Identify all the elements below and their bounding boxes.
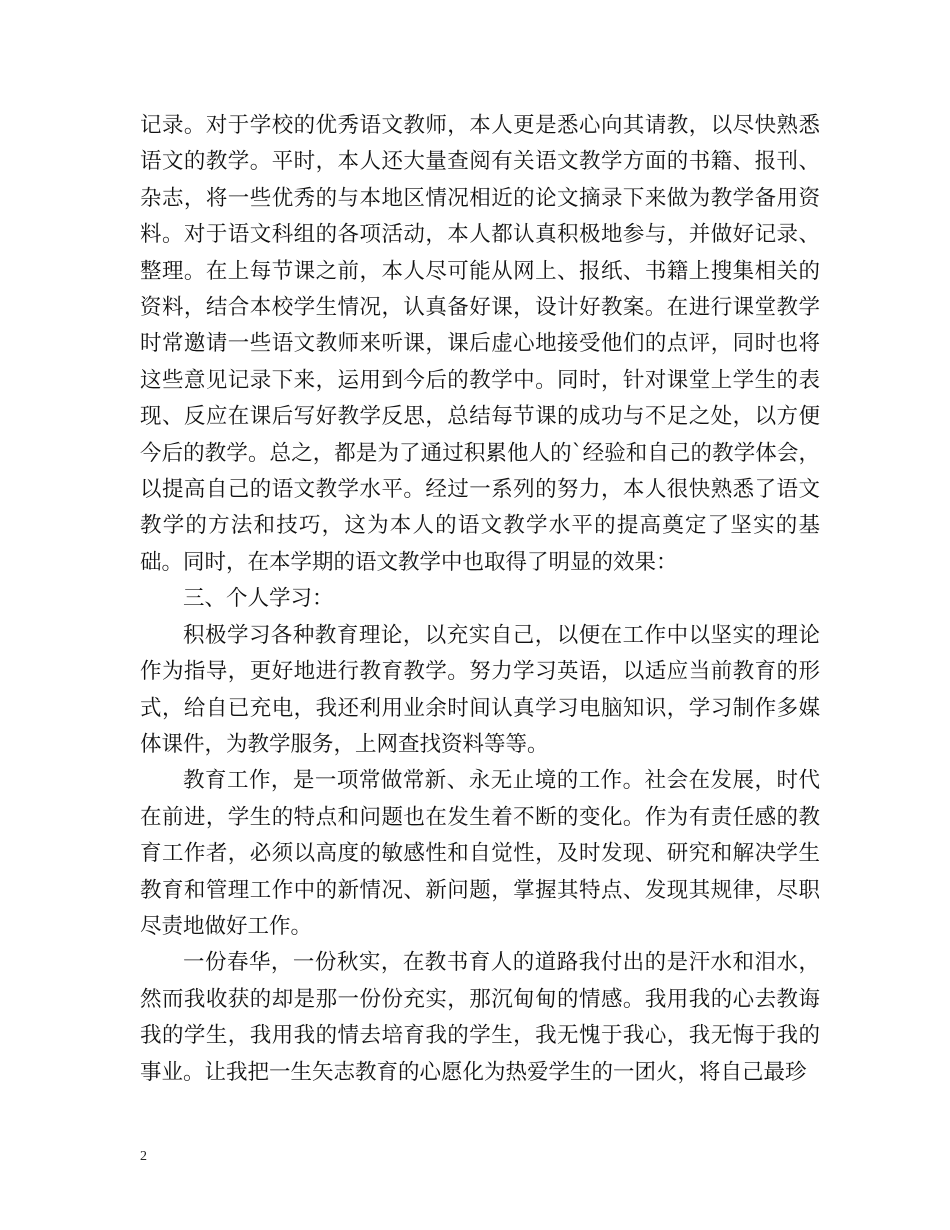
section-heading-personal-study: 三、个人学习： (183, 586, 334, 612)
paragraph-2: 积极学习各种教育理论，以充实自己，以便在工作中以坚实的理论作为指导，更好地进行教育教学。努力学习英语，以适应当前教育的形式，给自已充电，我还利用业余时间认真学习电脑知识，学习制作多媒体课件，为教学服务，上网查找资料等等。 (140, 622, 820, 757)
document-body (140, 108, 820, 1091)
paragraph-4: 一份春华，一份秋实，在教书育人的道路我付出的是汗水和泪水，然而我收获的却是那一份份充实，那沉甸甸的情感。我用我的心去教诲我的学生，我用我的情去培育我的学生，我无愧于我心，我无悔于我的事业。让我把一生矢志教育的心愿化为热爱学生的一团火，将自己最珍 (140, 950, 820, 1085)
paragraph-1: 记录。对于学校的优秀语文教师，本人更是悉心向其请教，以尽快熟悉语文的教学。平时，本人还大量查阅有关语文教学方面的书籍、报刊、杂志，将一些优秀的与本地区情况相近的论文摘录下来做为教学备用资料。对于语文科组的各项活动，本人都认真积极地参与，并做好记录、整理。在上每节课之前，本人尽可能从网上、报纸、书籍上搜集相关的资料，结合本校学生情况，认真备好课，设计好教案。在进行课堂教学时常邀请一些语文教师来听课，课后虚心地接受他们的点评，同时也将这些意见记录下来，运用到今后的教学中。同时，针对课堂上学生的表现、反应在课后写好教学反思，总结每节课的成功与不足之处，以方便今后的教学。总之，都是为了通过积累他人的`经验和自己的教学体会，以提高自己的语文教学水平。经过一系列的努力，本人很快熟悉了语文教学的方法和技巧，这为本人的语文教学水平的提高奠定了坚实的基础。同时，在本学期的语文教学中也取得了明显的效果： (140, 113, 820, 575)
page-number: 2 (140, 1149, 147, 1164)
paragraph-3: 教育工作，是一项常做常新、永无止境的工作。社会在发展，时代在前进，学生的特点和问题也在发生着不断的变化。作为有责任感的教育工作者，必须以高度的敏感性和自觉性，及时发现、研究和解决学生教育和管理工作中的新情况、新问题，掌握其特点、发现其规律，尽职尽责地做好工作。 (140, 768, 820, 939)
